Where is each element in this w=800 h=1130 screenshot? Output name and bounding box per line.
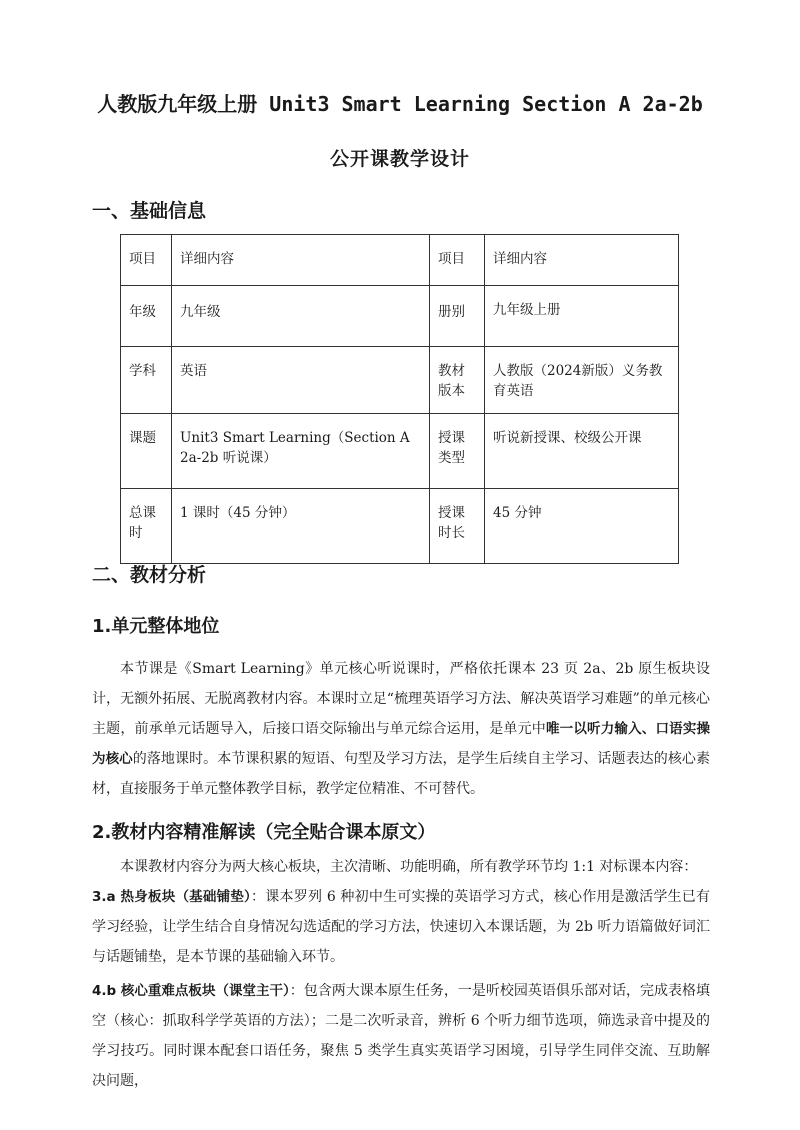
table-cell: 授课类型	[430, 414, 485, 489]
paragraph-item-a	[92, 882, 710, 972]
table-row	[121, 347, 679, 414]
basic-info-table	[120, 234, 679, 564]
table-cell: 人教版（2024新版）义务教育英语	[485, 347, 679, 414]
paragraph-unit-position	[92, 654, 710, 804]
paragraph-text: ：包含两大课本原生任务，一是听校园英语俱乐部对话，完成表格填空（核心：抓取科学学英语的方法）；二是二次听录音，辨析 6 个听力细节选项，筛选录音中提及的学习技巧。同时课本配套口语任务，聚焦 5 类学生真实英语学习困境，引导学生同伴交流、互助解决问题，	[92, 983, 711, 1089]
paragraph-content-intro: 本课教材内容分为两大核心板块，主次清晰、功能明确，所有教学环节均 1:1 对标课本内容：	[120, 859, 698, 875]
table-row	[121, 414, 679, 489]
table-cell: 学科	[121, 347, 172, 414]
table-cell: 45 分钟	[485, 489, 679, 564]
table-cell: 授课时长	[430, 489, 485, 564]
paragraph-text: 的落地课时。本节课积累的短语、句型及学习方法，是学生后续自主学习、话题表达的核心素材，直接服务于单元整体教学目标，教学定位精准、不可替代。	[92, 751, 711, 797]
table-cell: 总课时	[121, 489, 172, 564]
paragraph-text: ：课本罗列 6 种初中生可实操的英语学习方式，核心作用是激活学生已有学习经验，让学生结合自身情况勾选适配的学习方法，快速切入本课话题，为 2b 听力语篇做好词汇与话题铺垫，是本节课的基础输入环节。	[92, 889, 710, 965]
table-cell: 九年级上册	[485, 286, 679, 347]
subsection-heading-unit-position: 1.单元整体地位	[92, 616, 220, 637]
table-cell: 九年级	[172, 286, 430, 347]
emphasis-text: 唯一以听力输入、口语实操为核心	[92, 721, 710, 767]
section-heading-basic-info: 一、基础信息	[92, 200, 207, 222]
paragraph-text: 本节课是《Smart Learning》单元核心听说课时，严格依托课本 23 页 2a、2b 原生板块设计，无额外拓展、无脱离教材内容。本课时立足“梳理英语学习方法、解决英语学习难题”的单元核心主题，前承单元话题导入，后接口语交际输出与单元综合运用，是单元中	[92, 661, 710, 737]
table-row	[121, 286, 679, 347]
section-heading-material-analysis: 二、教材分析	[92, 564, 207, 586]
table-cell: 详细内容	[172, 235, 430, 286]
table-cell: 册别	[430, 286, 485, 347]
table-cell: 教材版本	[430, 347, 485, 414]
table-cell: Unit3 Smart Learning（Section A 2a-2b 听说课）	[172, 414, 430, 489]
table-cell: 项目	[430, 235, 485, 286]
document-subtitle: 公开课教学设计	[329, 148, 470, 170]
table-cell: 详细内容	[485, 235, 679, 286]
table-cell: 年级	[121, 286, 172, 347]
document-title: 人教版九年级上册 Unit3 Smart Learning Section A 2a-2b	[97, 92, 703, 116]
paragraph-item-b	[92, 976, 710, 1096]
table-row	[121, 235, 679, 286]
subsection-heading-content-reading: 2.教材内容精准解读（完全贴合课本原文）	[92, 822, 436, 843]
table-cell: 1 课时（45 分钟）	[172, 489, 430, 564]
item-label: 4.b 核心重难点板块（课堂主干）	[92, 983, 290, 999]
table-cell: 课题	[121, 414, 172, 489]
item-label: 3.a 热身板块（基础铺垫）	[92, 889, 252, 905]
table-cell: 听说新授课、校级公开课	[485, 414, 679, 489]
table-row	[121, 489, 679, 564]
table-cell: 项目	[121, 235, 172, 286]
table-cell: 英语	[172, 347, 430, 414]
